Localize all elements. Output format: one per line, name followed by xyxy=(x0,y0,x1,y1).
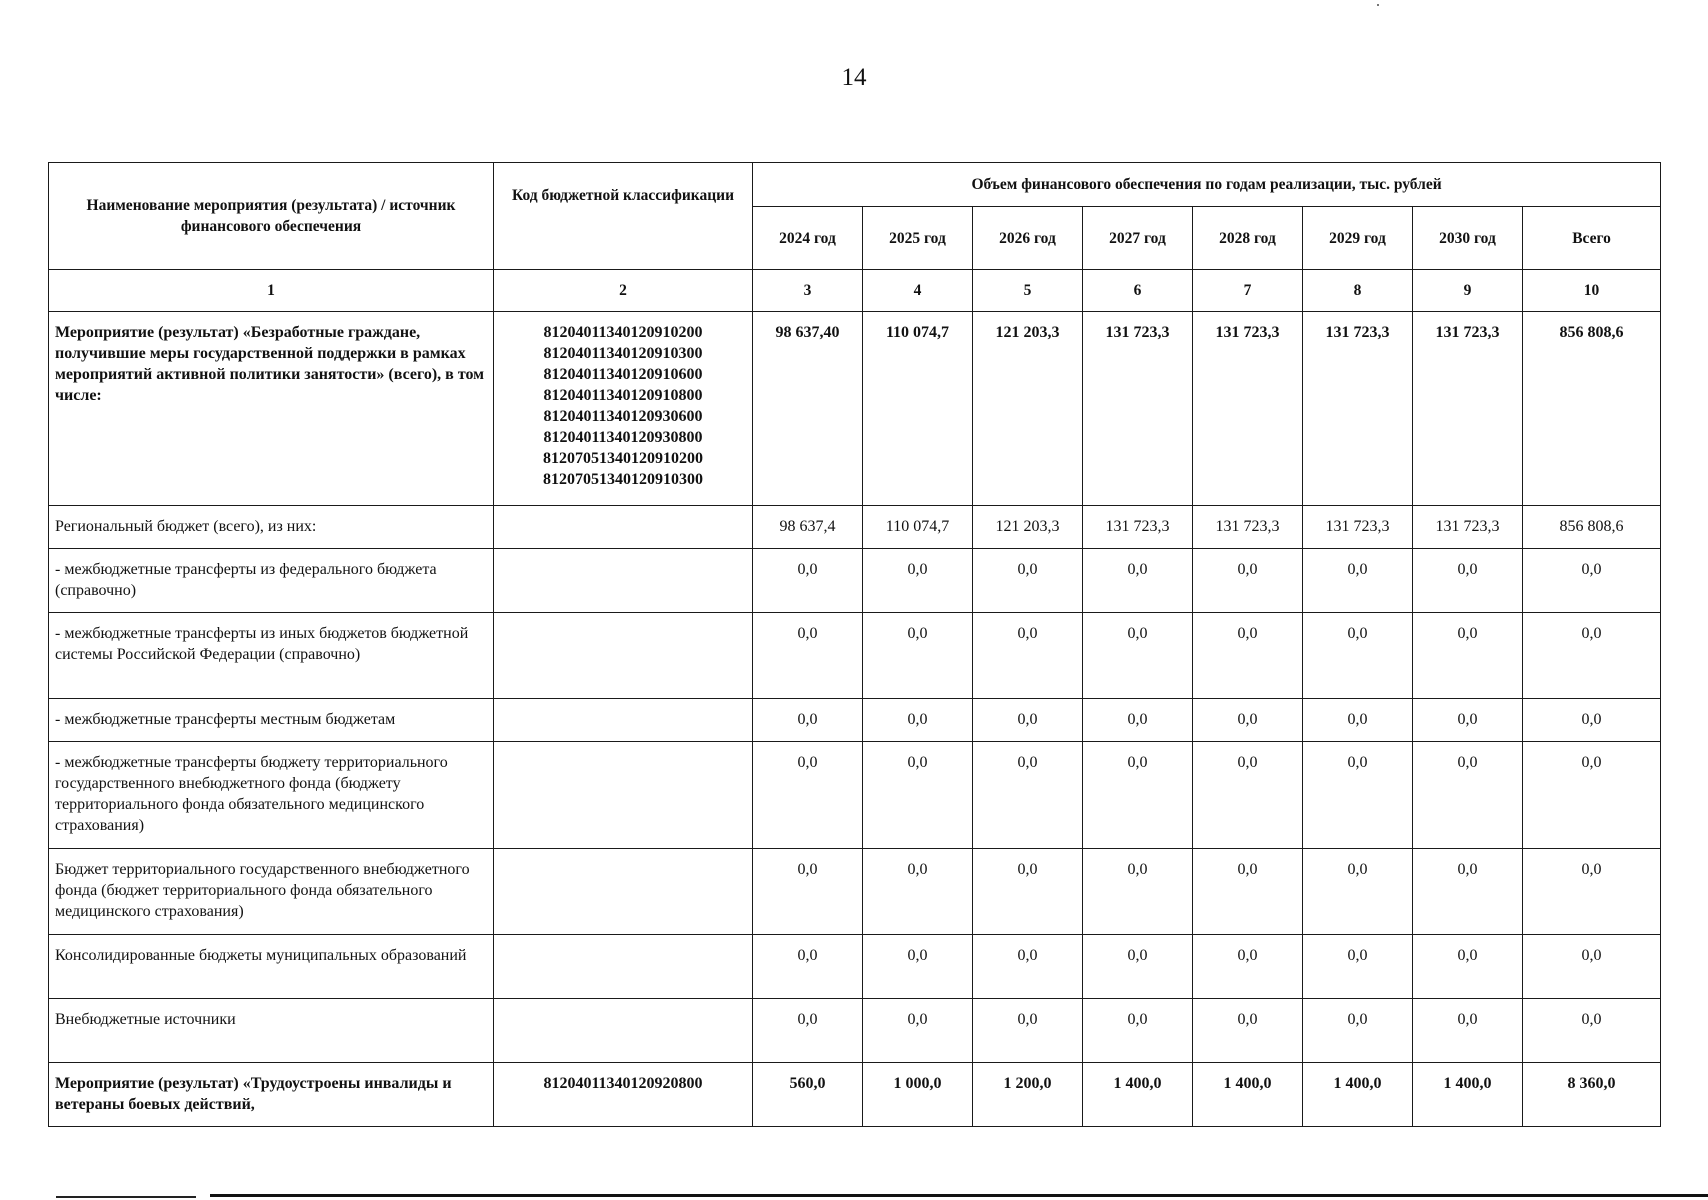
row-year-value: 0,0 xyxy=(1413,742,1523,849)
row-year-value: 121 203,3 xyxy=(973,312,1083,506)
column-number-1: 1 xyxy=(49,270,494,312)
header-numbers-row xyxy=(49,270,1661,312)
row-total-value: 0,0 xyxy=(1523,613,1661,699)
table-header xyxy=(49,163,1661,312)
row-year-value: 0,0 xyxy=(1193,849,1303,935)
budget-code: 81204011340120930800 xyxy=(543,429,703,446)
row-year-value: 0,0 xyxy=(1413,699,1523,742)
row-budget-codes xyxy=(494,549,753,613)
budget-code: 81204011340120910600 xyxy=(543,366,703,383)
table-row xyxy=(49,699,1661,742)
header-volume-column: Объем финансового обеспечения по годам реализации, тыс. рублей xyxy=(753,163,1661,207)
column-number-4: 4 xyxy=(863,270,973,312)
row-year-value: 0,0 xyxy=(1193,742,1303,849)
row-total-value: 856 808,6 xyxy=(1523,506,1661,549)
header-year-6: 2029 год xyxy=(1303,207,1413,270)
row-year-value: 0,0 xyxy=(1303,613,1413,699)
row-budget-codes xyxy=(494,312,753,506)
row-year-value: 0,0 xyxy=(1303,999,1413,1063)
table-row xyxy=(49,935,1661,999)
row-year-value: 110 074,7 xyxy=(863,312,973,506)
row-name: Мероприятие (результат) «Безработные граждане, получившие меры государственной поддержки в рамках мероприятий активной политики занятости» (всего), в том числе: xyxy=(49,312,494,506)
row-total-value: 0,0 xyxy=(1523,999,1661,1063)
row-total-value: 856 808,6 xyxy=(1523,312,1661,506)
row-year-value: 0,0 xyxy=(863,849,973,935)
row-budget-codes xyxy=(494,506,753,549)
row-name: - межбюджетные трансферты бюджету территориального государственного внебюджетного фонда (бюджету территориального фонда обязательного медицинского страхования) xyxy=(49,742,494,849)
row-year-value: 0,0 xyxy=(1083,742,1193,849)
column-number-10: 10 xyxy=(1523,270,1661,312)
row-name: Мероприятие (результат) «Трудоустроены инвалиды и ветераны боевых действий, xyxy=(49,1063,494,1127)
table-row xyxy=(49,849,1661,935)
row-year-value: 0,0 xyxy=(1303,699,1413,742)
financing-table xyxy=(48,162,1661,1127)
budget-code: 81207051340120910200 xyxy=(543,450,703,467)
row-total-value: 0,0 xyxy=(1523,849,1661,935)
row-year-value: 0,0 xyxy=(863,742,973,849)
row-year-value: 1 000,0 xyxy=(863,1063,973,1127)
row-name: Региональный бюджет (всего), из них: xyxy=(49,506,494,549)
row-year-value: 1 400,0 xyxy=(1083,1063,1193,1127)
row-year-value: 131 723,3 xyxy=(1413,312,1523,506)
row-budget-codes xyxy=(494,1063,753,1127)
row-total-value: 0,0 xyxy=(1523,549,1661,613)
row-name: - межбюджетные трансферты из иных бюджетов бюджетной системы Российской Федерации (справочно) xyxy=(49,613,494,699)
row-year-value: 0,0 xyxy=(1303,549,1413,613)
row-year-value: 1 400,0 xyxy=(1193,1063,1303,1127)
row-year-value: 0,0 xyxy=(1193,549,1303,613)
budget-code: 81207051340120910300 xyxy=(543,471,703,488)
header-year-4: 2027 год xyxy=(1083,207,1193,270)
table-row xyxy=(49,613,1661,699)
row-year-value: 0,0 xyxy=(1083,849,1193,935)
column-number-8: 8 xyxy=(1303,270,1413,312)
row-budget-codes xyxy=(494,613,753,699)
column-number-6: 6 xyxy=(1083,270,1193,312)
row-year-value: 110 074,7 xyxy=(863,506,973,549)
header-code-label: Код бюджетной классификации xyxy=(511,187,734,204)
table-body xyxy=(49,312,1661,1127)
row-year-value: 0,0 xyxy=(863,613,973,699)
row-name: - межбюджетные трансферты из федерального бюджета (справочно) xyxy=(49,549,494,613)
row-year-value: 0,0 xyxy=(1083,549,1193,613)
row-name: - межбюджетные трансферты местным бюджетам xyxy=(49,699,494,742)
row-year-value: 0,0 xyxy=(1413,999,1523,1063)
row-year-value: 131 723,3 xyxy=(1193,506,1303,549)
row-name: Внебюджетные источники xyxy=(49,999,494,1063)
row-year-value: 131 723,3 xyxy=(1303,506,1413,549)
footer-rule-right xyxy=(210,1194,1708,1197)
row-year-value: 0,0 xyxy=(753,849,863,935)
footer-rule-left xyxy=(56,1196,196,1198)
column-number-3: 3 xyxy=(753,270,863,312)
row-year-value: 1 400,0 xyxy=(1413,1063,1523,1127)
row-year-value: 0,0 xyxy=(1193,935,1303,999)
row-year-value: 0,0 xyxy=(973,935,1083,999)
header-year-3: 2026 год xyxy=(973,207,1083,270)
row-year-value: 0,0 xyxy=(1413,549,1523,613)
row-year-value: 0,0 xyxy=(1303,935,1413,999)
header-year-8: Всего xyxy=(1523,207,1661,270)
header-year-2: 2025 год xyxy=(863,207,973,270)
row-year-value: 0,0 xyxy=(863,935,973,999)
row-year-value: 0,0 xyxy=(973,849,1083,935)
row-total-value: 0,0 xyxy=(1523,935,1661,999)
row-year-value: 0,0 xyxy=(1083,699,1193,742)
row-year-value: 131 723,3 xyxy=(1413,506,1523,549)
row-year-value: 131 723,3 xyxy=(1303,312,1413,506)
row-year-value: 0,0 xyxy=(1193,999,1303,1063)
header-year-7: 2030 год xyxy=(1413,207,1523,270)
table-row xyxy=(49,549,1661,613)
row-year-value: 0,0 xyxy=(753,935,863,999)
row-year-value: 0,0 xyxy=(753,699,863,742)
budget-code: 81204011340120910800 xyxy=(543,387,703,404)
table-row xyxy=(49,506,1661,549)
row-year-value: 0,0 xyxy=(753,613,863,699)
row-year-value: 0,0 xyxy=(1303,849,1413,935)
row-year-value: 560,0 xyxy=(753,1063,863,1127)
scan-speck xyxy=(1377,4,1379,6)
row-year-value: 98 637,40 xyxy=(753,312,863,506)
row-year-value: 0,0 xyxy=(973,742,1083,849)
row-year-value: 98 637,4 xyxy=(753,506,863,549)
row-total-value: 8 360,0 xyxy=(1523,1063,1661,1127)
row-year-value: 0,0 xyxy=(1083,935,1193,999)
table-row xyxy=(49,312,1661,506)
row-year-value: 0,0 xyxy=(863,549,973,613)
header-code-column xyxy=(494,163,753,270)
row-year-value: 1 200,0 xyxy=(973,1063,1083,1127)
header-year-1: 2024 год xyxy=(753,207,863,270)
row-total-value: 0,0 xyxy=(1523,699,1661,742)
row-year-value: 0,0 xyxy=(1193,613,1303,699)
row-year-value: 0,0 xyxy=(753,742,863,849)
row-name: Консолидированные бюджеты муниципальных образований xyxy=(49,935,494,999)
row-year-value: 131 723,3 xyxy=(1193,312,1303,506)
row-year-value: 0,0 xyxy=(1083,613,1193,699)
column-number-9: 9 xyxy=(1413,270,1523,312)
table-row xyxy=(49,1063,1661,1127)
row-year-value: 0,0 xyxy=(973,699,1083,742)
budget-code: 81204011340120910300 xyxy=(543,345,703,362)
column-number-2: 2 xyxy=(494,270,753,312)
row-budget-codes xyxy=(494,935,753,999)
page-number: 14 xyxy=(841,64,867,91)
budget-code: 81204011340120910200 xyxy=(543,324,703,341)
table-row xyxy=(49,742,1661,849)
table-row xyxy=(49,999,1661,1063)
row-name: Бюджет территориального государственного внебюджетного фонда (бюджет территориального фонда обязательного медицинского страхования) xyxy=(49,849,494,935)
row-budget-codes xyxy=(494,699,753,742)
row-year-value: 0,0 xyxy=(1193,699,1303,742)
row-year-value: 0,0 xyxy=(863,699,973,742)
row-year-value: 131 723,3 xyxy=(1083,312,1193,506)
column-number-5: 5 xyxy=(973,270,1083,312)
header-year-5: 2028 год xyxy=(1193,207,1303,270)
budget-code: 81204011340120930600 xyxy=(543,408,703,425)
row-year-value: 1 400,0 xyxy=(1303,1063,1413,1127)
row-year-value: 0,0 xyxy=(753,549,863,613)
row-year-value: 0,0 xyxy=(973,613,1083,699)
row-budget-codes xyxy=(494,999,753,1063)
row-budget-codes xyxy=(494,742,753,849)
row-year-value: 0,0 xyxy=(863,999,973,1063)
row-year-value: 0,0 xyxy=(1413,613,1523,699)
row-year-value: 0,0 xyxy=(973,549,1083,613)
row-total-value: 0,0 xyxy=(1523,742,1661,849)
row-year-value: 121 203,3 xyxy=(973,506,1083,549)
header-name-column: Наименование мероприятия (результата) / источник финансового обеспечения xyxy=(49,163,494,270)
row-year-value: 131 723,3 xyxy=(1083,506,1193,549)
budget-code: 81204011340120920800 xyxy=(543,1075,703,1092)
row-year-value: 0,0 xyxy=(1303,742,1413,849)
row-year-value: 0,0 xyxy=(753,999,863,1063)
row-year-value: 0,0 xyxy=(1413,935,1523,999)
row-budget-codes xyxy=(494,849,753,935)
row-year-value: 0,0 xyxy=(973,999,1083,1063)
row-year-value: 0,0 xyxy=(1083,999,1193,1063)
column-number-7: 7 xyxy=(1193,270,1303,312)
row-year-value: 0,0 xyxy=(1413,849,1523,935)
